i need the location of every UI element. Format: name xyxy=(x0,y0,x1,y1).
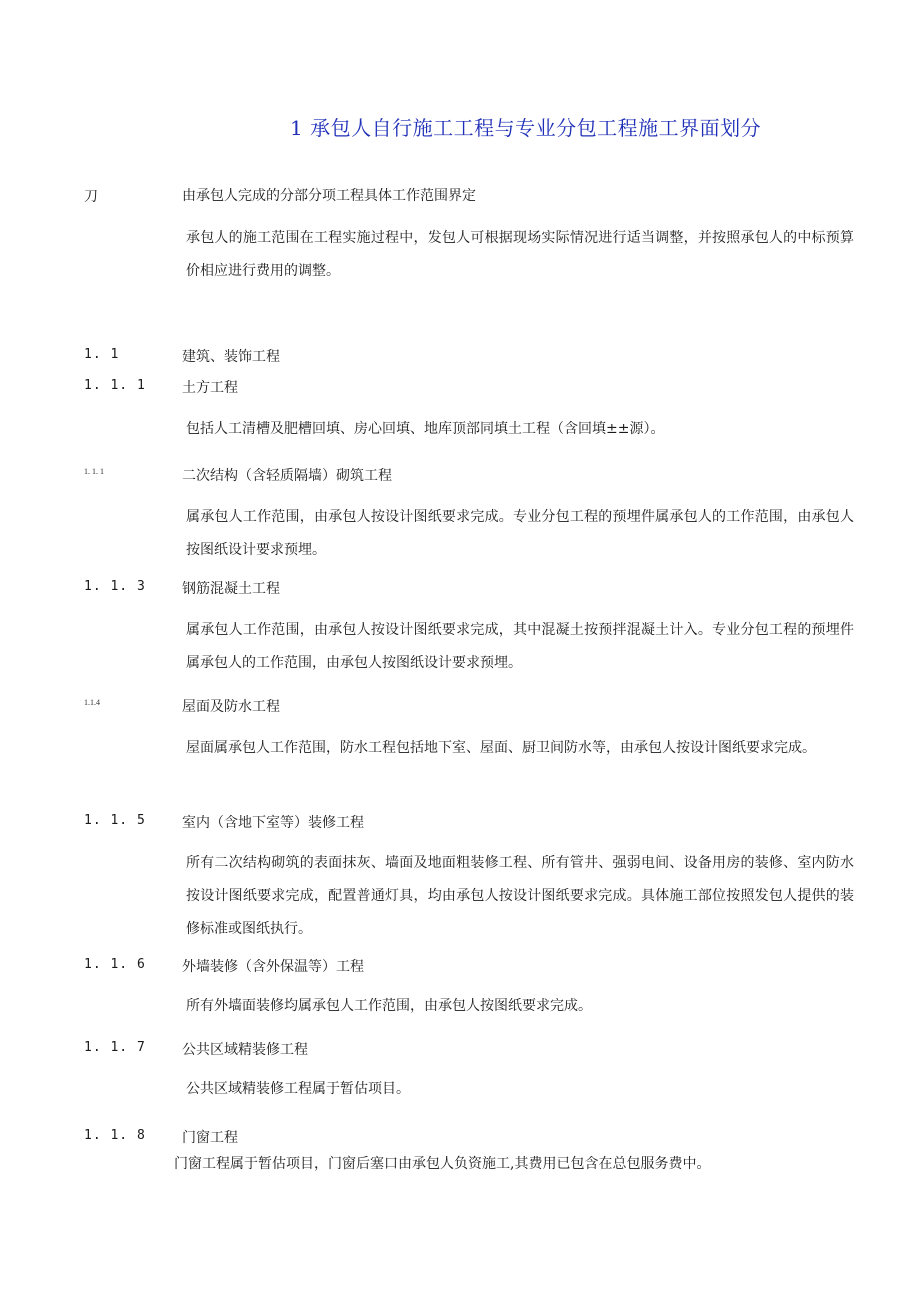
section-heading: 钢筋混凝土工程 xyxy=(182,581,280,597)
section-number: 1. 1. 5 xyxy=(84,813,146,828)
section-heading: 建筑、装饰工程 xyxy=(182,349,280,365)
section-paragraph: 所有外墙面装修均属承包人工作范围，由承包人按图纸要求完成。 xyxy=(186,998,592,1014)
section-paragraph: 属承包人工作范围，由承包人按设计图纸要求完成。专业分包工程的预埋件属承包人的工作范围，由承包人按图纸设计要求预埋。 xyxy=(186,509,854,558)
section-heading: 外墙装修（含外保温等）工程 xyxy=(182,959,364,975)
section-number: 1. 1. 1 xyxy=(84,378,146,393)
section-number: 1. 1. 8 xyxy=(84,1128,146,1143)
section-heading: 公共区域精装修工程 xyxy=(182,1042,308,1058)
section-number: 1. 1 xyxy=(84,347,120,362)
section-paragraph: 承包人的施工范围在工程实施过程中，发包人可根据现场实际情况进行适当调整，并按照承包人的中标预算价相应进行费用的调整。 xyxy=(186,230,854,279)
document-title: 1 承包人自行施工工程与专业分包工程施工界面划分 xyxy=(290,116,762,140)
section-number: 1. 1. 3 xyxy=(84,579,146,594)
section-paragraph: 所有二次结构砌筑的表面抹灰、墙面及地面粗装修工程、所有管井、强弱电间、设备用房的装修、室内防水按设计图纸要求完成，配置普通灯具，均由承包人按设计图纸要求完成。具体施工部位按照发包人提供的装修标准或图纸执行。 xyxy=(186,855,854,937)
section-paragraph: 属承包人工作范围，由承包人按设计图纸要求完成，其中混凝土按预拌混凝土计入。专业分包工程的预埋件属承包人的工作范围，由承包人按图纸设计要求预埋。 xyxy=(186,622,854,671)
section-heading: 门窗工程 xyxy=(182,1130,238,1146)
section-paragraph: 门窗工程属于暂估项目，门窗后塞口由承包人负资施工,其费用已包含在总包服务费中。 xyxy=(174,1156,711,1172)
section-number: 1. 1. 6 xyxy=(84,957,146,972)
section-heading: 土方工程 xyxy=(182,380,238,396)
section-paragraph: 包括人工清槽及肥槽回填、房心回填、地库顶部同填土工程（含回填±±源）。 xyxy=(186,421,665,437)
section-number: 1. 1. 7 xyxy=(84,1040,146,1055)
section-number: 刀 xyxy=(84,189,98,205)
section-number: 1.1.4 xyxy=(84,698,100,707)
section-paragraph: 屋面属承包人工作范围，防水工程包括地下室、屋面、厨卫间防水等，由承包人按设计图纸要求完成。 xyxy=(186,740,816,756)
section-heading: 室内（含地下室等）装修工程 xyxy=(182,815,364,831)
section-heading: 二次结构（含轻质隔墙）砌筑工程 xyxy=(182,468,392,484)
section-heading: 屋面及防水工程 xyxy=(182,699,280,715)
section-paragraph: 公共区域精装修工程属于暂估项目。 xyxy=(186,1081,410,1097)
section-heading: 由承包人完成的分部分项工程具体工作范围界定 xyxy=(182,188,476,204)
section-number: 1. 1. 1 xyxy=(84,467,104,476)
